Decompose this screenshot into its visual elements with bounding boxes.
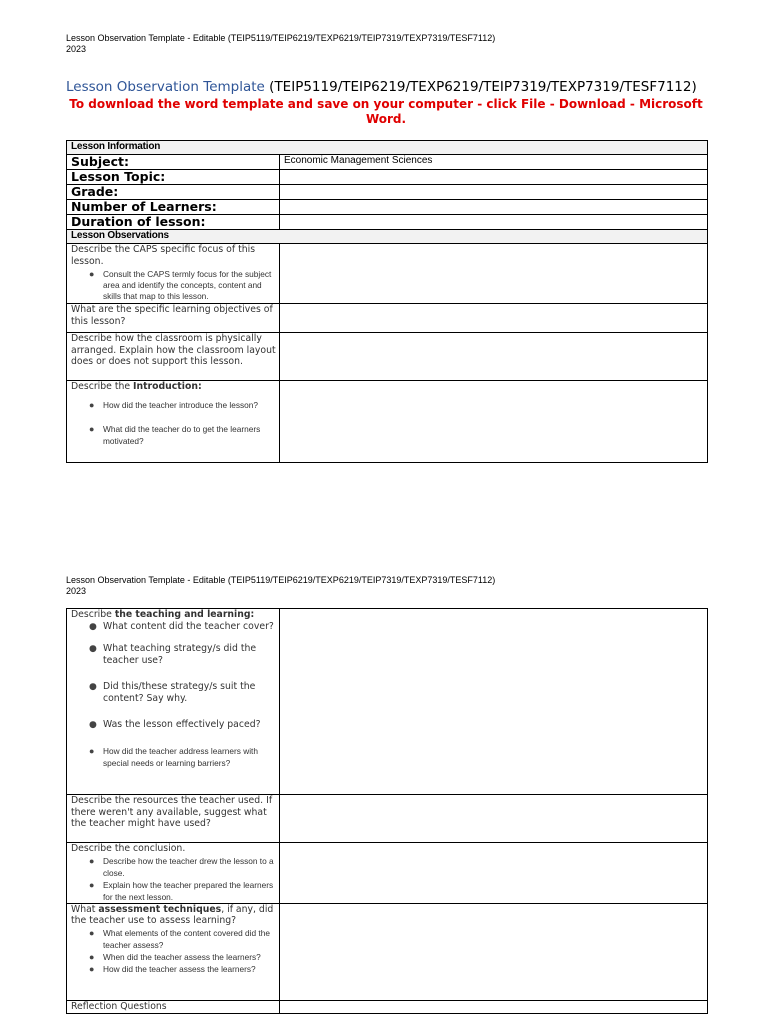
assessment-bullet: ● How did the teacher assess the learners? xyxy=(89,963,279,975)
table-row xyxy=(67,795,708,843)
title-codes: (TEIP5119/TEIP6219/TEXP6219/TEIP7319/TEXP7319/TESF7112) xyxy=(269,79,697,95)
table-row xyxy=(67,843,708,904)
table-row xyxy=(67,200,708,215)
objectives-answer-cell[interactable] xyxy=(280,304,708,333)
table-row xyxy=(67,609,708,795)
subject-label: Subject: xyxy=(67,155,280,170)
lesson-table-2 xyxy=(66,608,708,1014)
learners-value[interactable] xyxy=(280,200,708,215)
download-note: To download the word template and save on your computer - click File - Download - Microsoft Word. xyxy=(69,97,703,126)
table-row xyxy=(67,333,708,381)
table-row xyxy=(67,244,708,304)
header-line1: Lesson Observation Template - Editable (TEIP5119/TEIP6219/TEXP6219/TEIP7319/TEXP7319/TESF7112) xyxy=(66,33,496,43)
subject-value[interactable]: Economic Management Sciences xyxy=(280,155,708,170)
teaching-bullet: ● What content did the teacher cover? xyxy=(89,621,279,633)
conclusion-bullets xyxy=(71,855,279,903)
table-row xyxy=(67,155,708,170)
lesson-topic-value[interactable] xyxy=(280,170,708,185)
lesson-topic-label: Lesson Topic: xyxy=(67,170,280,185)
reflection-answer-cell[interactable] xyxy=(280,1000,708,1013)
resources-question: Describe the resources the teacher used. If there weren't any available, suggest what the teacher might have used? xyxy=(67,795,280,843)
assessment-bullet: ● What elements of the content covered did the teacher assess? xyxy=(89,927,279,951)
classroom-question: Describe how the classroom is physically arranged. Explain how the classroom layout does or does not support this lesson. xyxy=(67,333,280,381)
table-row xyxy=(67,1000,708,1013)
teaching-question: Describe the teaching and learning: xyxy=(71,609,255,620)
classroom-answer-cell[interactable] xyxy=(280,333,708,381)
header-line1: Lesson Observation Template - Editable (TEIP5119/TEIP6219/TEXP6219/TEIP7319/TEXP7319/TESF7112) xyxy=(66,575,496,585)
page-header xyxy=(66,33,495,55)
introduction-question-cell xyxy=(67,381,280,463)
duration-value[interactable] xyxy=(280,215,708,230)
conclusion-question: Describe the conclusion. xyxy=(71,843,186,854)
lesson-table xyxy=(66,140,708,463)
introduction-answer-cell[interactable] xyxy=(280,381,708,463)
lesson-info-heading-row xyxy=(67,141,708,155)
header-year: 2023 xyxy=(66,586,87,596)
duration-label: Duration of lesson: xyxy=(67,215,280,230)
page-header-2 xyxy=(66,575,495,597)
conclusion-bullet: ● Describe how the teacher drew the lesson to a close. xyxy=(89,855,279,879)
table-row xyxy=(67,170,708,185)
assessment-question: What assessment techniques, if any, did the teacher use to assess learning? xyxy=(71,903,274,926)
header-year: 2023 xyxy=(66,44,87,54)
teaching-bullet: ● Was the lesson effectively paced? xyxy=(89,719,279,731)
teaching-answer-cell[interactable] xyxy=(280,609,708,795)
introduction-question: Describe the Introduction: xyxy=(71,381,202,392)
teaching-bullets xyxy=(71,621,279,769)
conclusion-question-cell xyxy=(67,843,280,904)
reflection-questions-label: Reflection Questions xyxy=(67,1000,280,1013)
caps-question-cell xyxy=(67,244,280,304)
conclusion-bullet: ● Explain how the teacher prepared the learners for the next lesson. xyxy=(89,879,279,903)
assessment-bullets xyxy=(71,927,279,975)
teaching-bullet: ● What teaching strategy/s did the teacher use? xyxy=(89,643,279,667)
caps-bullet: ● Consult the CAPS termly focus for the subject area and identify the concepts, content and skills that map to this lesson. xyxy=(89,269,279,302)
caps-question: Describe the CAPS specific focus of this lesson. xyxy=(71,244,256,267)
conclusion-answer-cell[interactable] xyxy=(280,843,708,904)
caps-answer-cell[interactable] xyxy=(280,244,708,304)
introduction-bullet: ● What did the teacher do to get the learners motivated? xyxy=(89,423,279,447)
document-title xyxy=(66,78,726,96)
grade-value[interactable] xyxy=(280,185,708,200)
grade-label: Grade: xyxy=(67,185,280,200)
table-row xyxy=(67,304,708,333)
title-main: Lesson Observation Template xyxy=(66,79,265,95)
lesson-info-heading: Lesson Information xyxy=(67,141,708,155)
assessment-answer-cell[interactable] xyxy=(280,903,708,1000)
observations-heading: Lesson Observations xyxy=(67,230,708,244)
teaching-question-cell xyxy=(67,609,280,795)
assessment-question-cell xyxy=(67,903,280,1000)
assessment-bullet: ● When did the teacher assess the learners? xyxy=(89,951,279,963)
introduction-bullets xyxy=(71,399,279,447)
teaching-bullet: ● Did this/these strategy/s suit the content? Say why. xyxy=(89,681,279,705)
observations-heading-row xyxy=(67,230,708,244)
table-row xyxy=(67,903,708,1000)
introduction-bullet: ● How did the teacher introduce the lesson? xyxy=(89,399,279,411)
table-row xyxy=(67,185,708,200)
learners-label: Number of Learners: xyxy=(67,200,280,215)
resources-answer-cell[interactable] xyxy=(280,795,708,843)
table-row xyxy=(67,215,708,230)
objectives-question: What are the specific learning objectives of this lesson? xyxy=(67,304,280,333)
caps-bullets xyxy=(71,269,279,302)
teaching-bullet: ● How did the teacher address learners with special needs or learning barriers? xyxy=(89,745,279,769)
table-row xyxy=(67,381,708,463)
